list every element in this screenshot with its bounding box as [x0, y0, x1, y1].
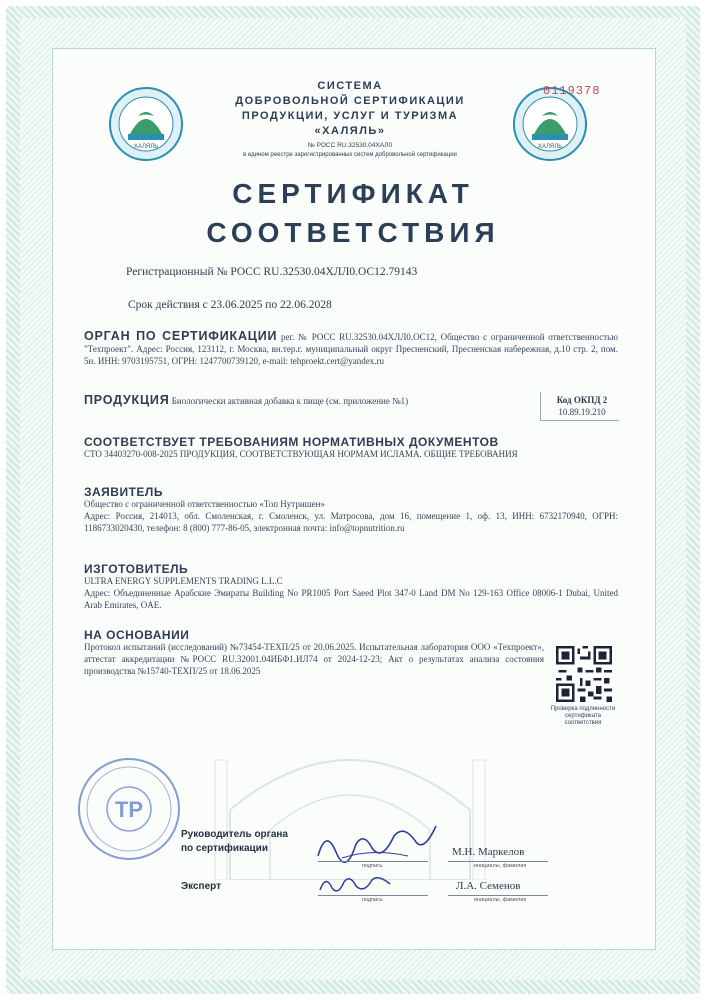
- certification-body-text: рег. № РОСС RU.32530.04ХЛЛ0.ОС12, Общество с ограниченной ответственностью "Техпроект". Адрес: Россия, 123112, г. Москва, вн.тер.г. муниципальный округ Пресненский, Пресненская набережная, д.10 стр. 2, пом. 5н. ИНН: 9703195751, ОГРН: 1247700739120, e-mail: tehproekt.cert@yandex.ru: [84, 332, 619, 366]
- product-heading: ПРОДУКЦИЯ: [84, 393, 170, 407]
- compliance-heading: СООТВЕТСТВУЕТ ТРЕБОВАНИЯМ НОРМАТИВНЫХ ДОКУМЕНТОВ: [84, 435, 499, 449]
- system-registration: № РОСС RU.32530.04ХАЛ0: [307, 142, 393, 149]
- system-line-4: «ХАЛЯЛЬ»: [314, 125, 386, 137]
- certification-body-section: [84, 330, 618, 367]
- compliance-text: СТО 34403270-008-2025 ПРОДУКЦИЯ, СООТВЕТСТВУЮЩАЯ НОРМАМ ИСЛАМА. ОБЩИЕ ТРЕБОВАНИЯ: [84, 449, 518, 459]
- svg-text:ХАЛЯЛЬ: ХАЛЯЛЬ: [133, 144, 159, 150]
- manufacturer-details: Адрес: Объединенные Арабские Эмираты Building No PR1005 Port Saeed Plot 347-0 Land DM No 129-163 Office 08006-1 Dubai, United Arab Emirates, OAE.: [84, 588, 618, 610]
- okpd-label: Код ОКПД 2: [556, 395, 608, 405]
- certification-body-heading: ОРГАН ПО СЕРТИФИКАЦИИ: [84, 329, 278, 343]
- head-of-body-label: [181, 828, 288, 856]
- qr-caption: Проверка подлинности сертификата соответствия: [550, 706, 616, 726]
- certificate-title-line-1: СЕРТИФИКАТ: [232, 178, 474, 209]
- svg-text:ХАЛЯЛЬ: ХАЛЯЛЬ: [537, 144, 563, 150]
- certificate-title-line-2: СООТВЕТСТВИЯ: [206, 217, 500, 248]
- product-text: Биологически активная добавка к пище (см. приложение №1): [171, 396, 409, 406]
- head-name: М.Н. Маркелов: [452, 846, 525, 858]
- head-name-line: [448, 861, 548, 862]
- registration-number: Регистрационный № РОСС RU.32530.04ХЛЛ0.ОС12.79143: [126, 266, 418, 278]
- head-label-line-1: Руководитель органа: [181, 829, 288, 840]
- applicant-heading: ЗАЯВИТЕЛЬ: [84, 485, 163, 499]
- basis-heading: НА ОСНОВАНИИ: [84, 628, 190, 642]
- system-line-3: ПРОДУКЦИИ, УСЛУГ И ТУРИЗМА: [241, 110, 459, 122]
- head-label-line-2: по сертификации: [181, 843, 268, 854]
- manufacturer-name: ULTRA ENERGY SUPPLEMENTS TRADING L.L.C: [84, 576, 283, 586]
- head-signature: [312, 818, 442, 866]
- system-line-2: ДОБРОВОЛЬНОЙ СЕРТИФИКАЦИИ: [235, 95, 465, 107]
- expert-signature-caption: подпись: [362, 897, 383, 903]
- okpd-code: 10.89.19.210: [558, 407, 606, 417]
- halal-logo-left: [108, 86, 184, 162]
- validity-period: Срок действия с 23.06.2025 по 22.06.2028: [128, 299, 332, 311]
- head-name-caption: инициалы, фамилия: [474, 863, 527, 869]
- applicant-section: [84, 486, 618, 534]
- manufacturer-section: [84, 563, 618, 611]
- verification-qr-code[interactable]: [556, 646, 612, 702]
- basis-section: [84, 629, 544, 677]
- product-section: [84, 394, 534, 407]
- official-stamp: [76, 756, 182, 862]
- expert-signature: [316, 870, 396, 898]
- expert-signature-line: [318, 895, 428, 896]
- serial-number: 0119378: [543, 84, 601, 98]
- applicant-name: Общество с ограниченной ответственностью «Топ Нутришен»: [84, 499, 325, 509]
- expert-name-caption: инициалы, фамилия: [474, 897, 527, 903]
- system-line-1: СИСТЕМА: [317, 80, 383, 92]
- basis-text: Протокол испытаний (исследований) №73454-ТЕХП/25 от 20.06.2025. Испытательная лаборатория ООО «Техпроект», аттестат аккредитации №РОСС RU.32001.04ИБФ1.ИЛ74 от 2024-12-23; Акт о результатах анализа состояния производства №15740-ТЕХП/25 от 18.06.2025: [84, 642, 544, 676]
- manufacturer-heading: ИЗГОТОВИТЕЛЬ: [84, 562, 189, 576]
- head-signature-line: [318, 861, 428, 862]
- expert-name: Л.А. Семенов: [456, 880, 521, 892]
- head-signature-caption: подпись: [362, 863, 383, 869]
- okpd-code-box: [540, 392, 619, 421]
- expert-label: Эксперт: [181, 881, 222, 892]
- svg-text:ТР: ТР: [114, 797, 144, 822]
- expert-name-line: [448, 895, 548, 896]
- applicant-details: Адрес: Россия, 214013, обл. Смоленская, г. Смоленск, ул. Матросова, дом 16, помещение 1, оф. 13, ИНН: 6732170940, ОГРН: 1186733020430, телефон: 8 (800) 777-86-05, электронная почта: info@topnutrition.ru: [84, 511, 618, 533]
- system-registry-note: в едином реестре зарегистрированных систем добровольной сертификации: [243, 152, 457, 158]
- compliance-section: [84, 436, 618, 460]
